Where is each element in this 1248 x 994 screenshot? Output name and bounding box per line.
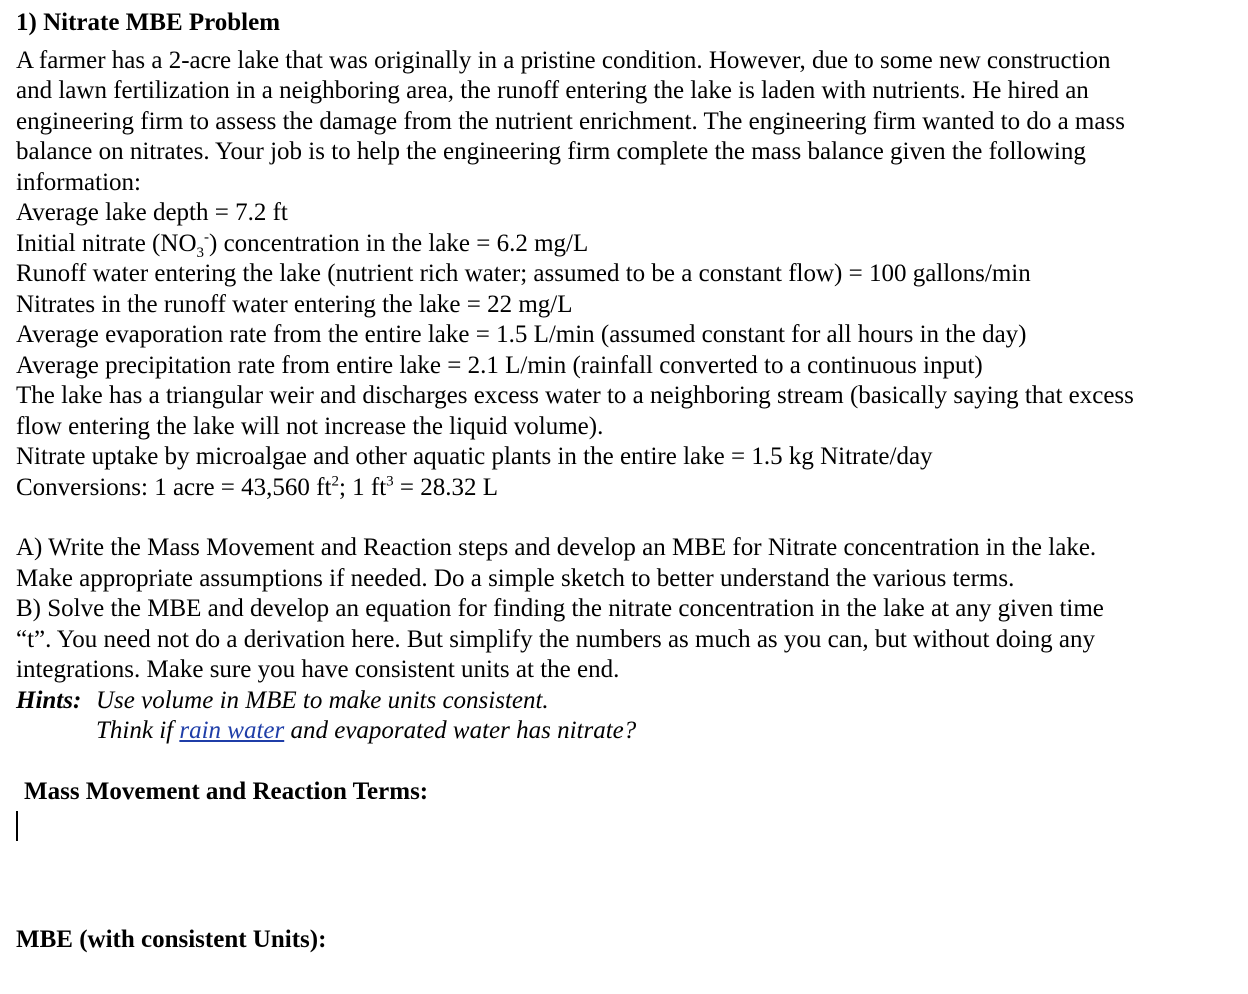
hint-line1: Use volume in MBE to make units consistent.: [96, 686, 549, 714]
given-runoff-nitrates: Nitrates in the runoff water entering the lake = 22 mg/L: [16, 290, 573, 318]
rain-water-link[interactable]: rain water: [179, 717, 285, 744]
given-initial-nitrate: [16, 229, 1238, 260]
conversions-mid: ; 1 ft: [338, 473, 387, 501]
hints-label: Hints:: [16, 686, 82, 714]
question-b-line: “t”. You need not do a derivation here. But simplify the numbers as much as you can, but without doing any: [16, 625, 1095, 653]
questions: [16, 533, 1238, 686]
text-cursor: [16, 811, 18, 841]
given-precipitation: Average precipitation rate from entire lake = 2.1 L/min (rainfall converted to a continuous input): [16, 351, 983, 379]
conversions-sup-cube: 3: [386, 473, 394, 490]
question-b-line: integrations. Make sure you have consistent units at the end.: [16, 656, 620, 683]
intro-paragraph: [16, 46, 1238, 199]
given-depth: Average lake depth = 7.2 ft: [16, 199, 288, 226]
intro-line: engineering firm to assess the damage from the nutrient enrichment. The engineering firm wanted to do a mass: [16, 107, 1125, 135]
initial-nitrate-suffix: ) concentration in the lake = 6.2 mg/L: [209, 229, 589, 257]
question-a-line: Make appropriate assumptions if needed. Do a simple sketch to better understand the various terms.: [16, 564, 1015, 592]
conversions-prefix: Conversions: 1 acre = 43,560 ft: [16, 473, 332, 501]
document: [16, 8, 1238, 956]
mass-movement-heading: Mass Movement and Reaction Terms:: [24, 777, 429, 805]
given-information: [16, 198, 1238, 503]
hints-row: [16, 686, 1238, 717]
intro-line: balance on nitrates. Your job is to help the engineering firm complete the mass balance given the following: [16, 138, 1086, 165]
intro-line: and lawn fertilization in a neighboring area, the runoff entering the lake is laden with nutrients. He hired an: [16, 77, 1089, 104]
spacer: [16, 503, 1238, 533]
initial-nitrate-prefix: Initial nitrate (NO: [16, 229, 197, 257]
given-runoff: Runoff water entering the lake (nutrient rich water; assumed to be a constant flow) = 100 gallons/min: [16, 260, 1031, 287]
problem-title: 1) Nitrate MBE Problem: [16, 9, 281, 36]
hint-line2: [16, 716, 1238, 747]
hint-line2-suffix: and evaporated water has nitrate?: [284, 717, 637, 744]
conversions-sup-square: 2: [331, 473, 339, 490]
spacer: [16, 747, 1238, 777]
answer-area-mass-movement[interactable]: [16, 807, 1238, 925]
question-a-line: A) Write the Mass Movement and Reaction steps and develop an MBE for Nitrate concentration in the lake.: [16, 534, 1097, 561]
hint-line2-prefix: Think if: [96, 717, 180, 744]
intro-line: A farmer has a 2-acre lake that was originally in a pristine condition. However, due to some new construction: [16, 46, 1111, 74]
question-b-line: B) Solve the MBE and develop an equation for finding the nitrate concentration in the lake at any given time: [16, 595, 1104, 622]
nitrate-subscript: 3: [196, 244, 204, 261]
mbe-heading: MBE (with consistent Units):: [16, 926, 327, 953]
given-weir-line2: flow entering the lake will not increase the liquid volume).: [16, 412, 604, 440]
nitrate-charge: -: [204, 229, 209, 246]
given-conversions: [16, 473, 1238, 504]
given-uptake: Nitrate uptake by microalgae and other aquatic plants in the entire lake = 1.5 kg Nitrate/day: [16, 443, 933, 470]
intro-line: information:: [16, 168, 141, 196]
given-evaporation: Average evaporation rate from the entire lake = 1.5 L/min (assumed constant for all hours in the day): [16, 321, 1027, 348]
conversions-suffix: = 28.32 L: [393, 473, 499, 501]
given-weir-line1: The lake has a triangular weir and discharges excess water to a neighboring stream (basically saying that excess: [16, 382, 1134, 409]
